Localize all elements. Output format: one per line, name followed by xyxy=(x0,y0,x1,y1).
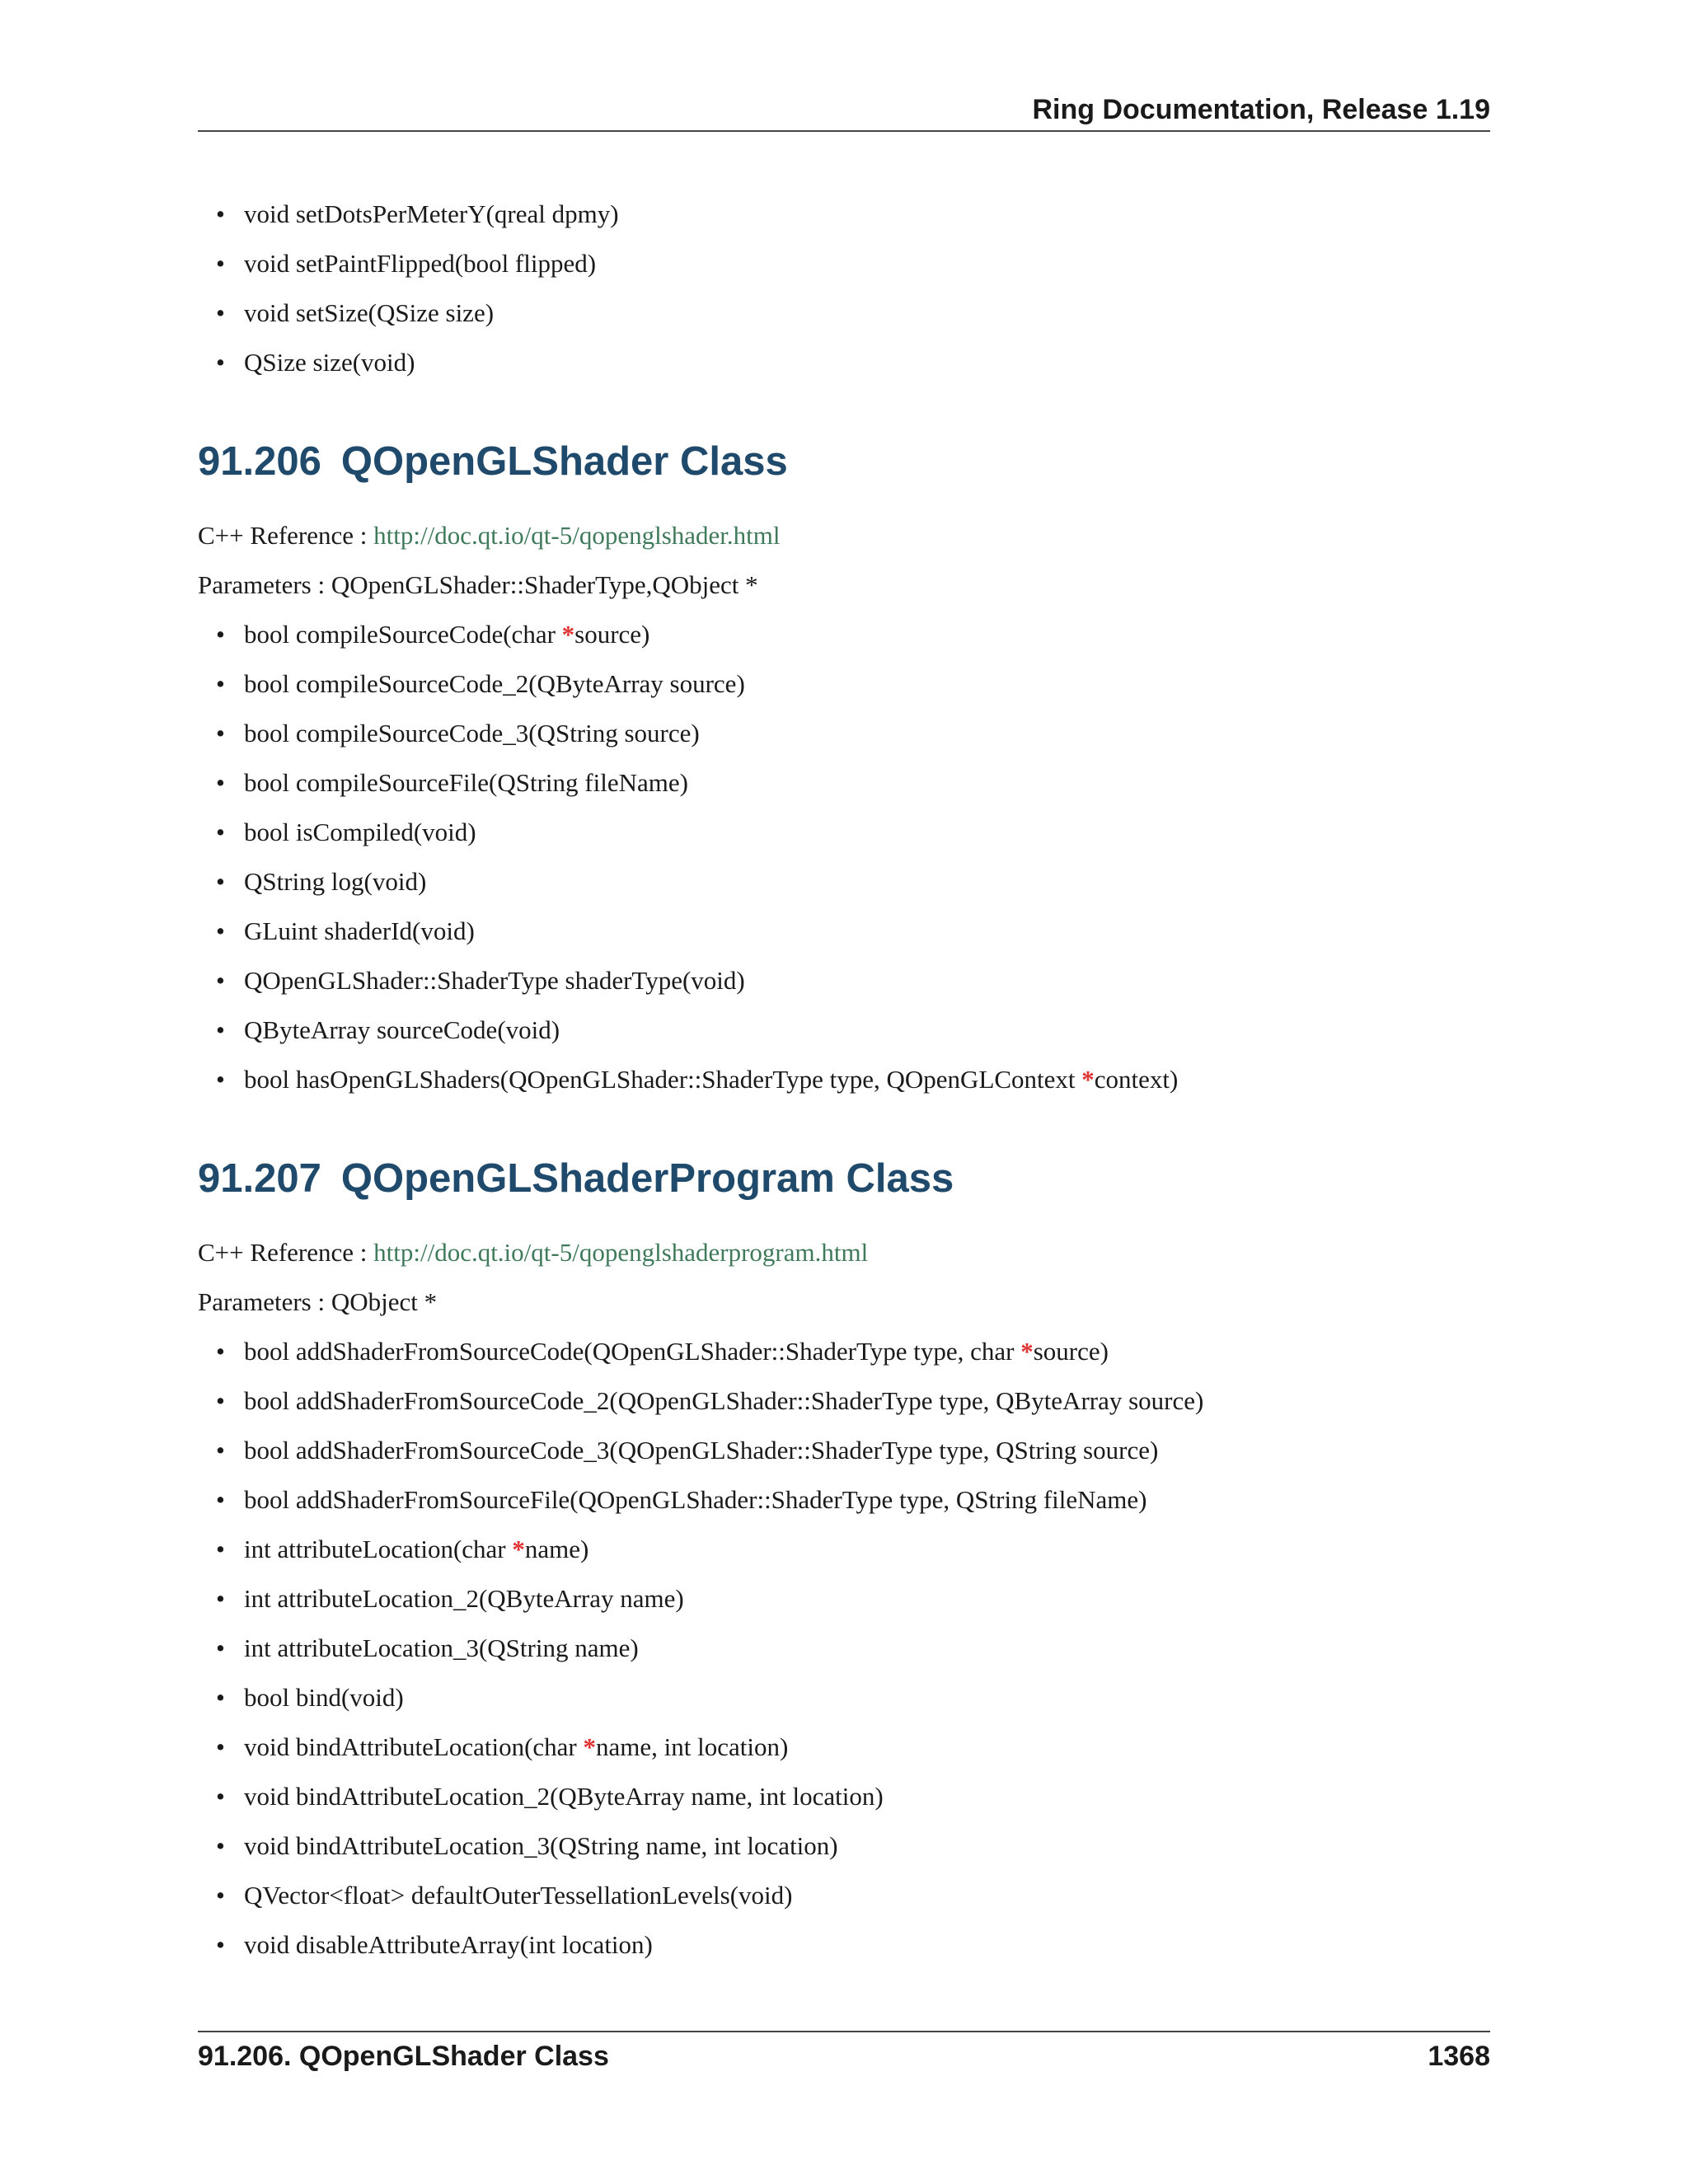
list-item xyxy=(244,758,1490,808)
item-text: void setSize(QSize size) xyxy=(244,298,495,327)
list-item xyxy=(244,1722,1490,1772)
item-text: QOpenGLShader::ShaderType shaderType(void) xyxy=(244,966,745,995)
reference-label: C++ Reference : xyxy=(198,1238,374,1267)
reference-link[interactable]: http://doc.qt.io/qt-5/qopenglshader.html xyxy=(373,521,781,550)
item-text: bool bind(void) xyxy=(244,1683,404,1712)
reference-label: C++ Reference : xyxy=(198,521,374,550)
list-item xyxy=(244,1525,1490,1574)
pointer-asterisk: * xyxy=(561,620,575,649)
item-text: bool addShaderFromSourceCode_3(QOpenGLShader::ShaderType type, QString source) xyxy=(244,1436,1159,1465)
list-item xyxy=(244,1055,1490,1104)
item-text: GLuint shaderId(void) xyxy=(244,916,475,945)
list-item xyxy=(244,659,1490,709)
list-item xyxy=(244,1624,1490,1673)
footer-section-label: 91.206. QOpenGLShader Class xyxy=(198,2041,609,2072)
parameters-line: Parameters : QObject * xyxy=(198,1287,438,1316)
pointer-asterisk: * xyxy=(1081,1065,1095,1094)
list-item xyxy=(244,1475,1490,1525)
reference-link[interactable]: http://doc.qt.io/qt-5/qopenglshaderprogram.html xyxy=(373,1238,869,1267)
list-item xyxy=(244,1871,1490,1920)
list-item xyxy=(244,190,1490,239)
item-text: int attributeLocation(char xyxy=(244,1535,513,1563)
qopenglshaderprogram-method-list xyxy=(198,1327,1490,1970)
list-item xyxy=(244,338,1490,387)
item-text: void bindAttributeLocation(char xyxy=(244,1732,584,1761)
page-number: 1368 xyxy=(1428,2041,1490,2072)
cpp-reference xyxy=(198,1228,1490,1277)
list-item xyxy=(244,1426,1490,1475)
list-item xyxy=(244,1376,1490,1426)
list-item xyxy=(244,1772,1490,1821)
item-text: void setPaintFlipped(bool flipped) xyxy=(244,249,597,278)
item-text: name) xyxy=(524,1535,589,1563)
list-item xyxy=(244,610,1490,659)
item-text: int attributeLocation_2(QByteArray name) xyxy=(244,1584,684,1613)
item-text: source) xyxy=(574,620,650,649)
item-text: bool compileSourceCode_2(QByteArray source) xyxy=(244,669,745,698)
intro-method-list xyxy=(198,190,1490,387)
list-item xyxy=(244,1920,1490,1970)
item-text: void setDotsPerMeterY(qreal dpmy) xyxy=(244,199,619,228)
item-text: bool compileSourceCode_3(QString source) xyxy=(244,719,700,748)
page-footer xyxy=(198,2031,1490,2080)
item-text: void bindAttributeLocation_2(QByteArray name, int location) xyxy=(244,1782,884,1811)
item-text: bool addShaderFromSourceCode(QOpenGLShader::ShaderType type, char xyxy=(244,1337,1021,1366)
section-heading-qopenglshader xyxy=(198,429,1490,494)
list-item xyxy=(244,1673,1490,1722)
item-text: bool addShaderFromSourceCode_2(QOpenGLShader::ShaderType type, QByteArray source) xyxy=(244,1386,1204,1415)
item-text: bool addShaderFromSourceFile(QOpenGLShader::ShaderType type, QString fileName) xyxy=(244,1485,1147,1514)
section-number: 91.207 xyxy=(198,1156,321,1201)
item-text: name, int location) xyxy=(596,1732,789,1761)
item-text: bool compileSourceFile(QString fileName) xyxy=(244,768,688,797)
list-item xyxy=(244,956,1490,1005)
item-text: QString log(void) xyxy=(244,867,427,896)
item-text: QVector<float> defaultOuterTessellationLevels(void) xyxy=(244,1881,793,1910)
list-item xyxy=(244,1005,1490,1055)
section-title: QOpenGLShader Class xyxy=(340,439,788,484)
parameters-line: Parameters : QOpenGLShader::ShaderType,QObject * xyxy=(198,570,758,599)
section-title: QOpenGLShaderProgram Class xyxy=(340,1156,954,1201)
list-item xyxy=(244,709,1490,758)
item-text: void bindAttributeLocation_3(QString name, int location) xyxy=(244,1831,838,1860)
qopenglshader-method-list xyxy=(198,610,1490,1104)
page-header xyxy=(198,89,1490,132)
list-item xyxy=(244,857,1490,907)
section-heading-qopenglshaderprogram xyxy=(198,1146,1490,1212)
list-item xyxy=(244,1821,1490,1871)
item-text: source) xyxy=(1033,1337,1109,1366)
pointer-asterisk: * xyxy=(583,1732,596,1761)
list-item xyxy=(244,1327,1490,1376)
item-text: QByteArray sourceCode(void) xyxy=(244,1015,560,1044)
list-item xyxy=(244,1574,1490,1624)
item-text: int attributeLocation_3(QString name) xyxy=(244,1633,639,1662)
list-item xyxy=(244,808,1490,857)
document-title: Ring Documentation, Release 1.19 xyxy=(1032,94,1490,125)
list-item xyxy=(244,239,1490,288)
list-item xyxy=(244,288,1490,338)
list-item xyxy=(244,907,1490,956)
item-text: bool isCompiled(void) xyxy=(244,818,476,846)
pointer-asterisk: * xyxy=(512,1535,525,1563)
item-text: bool compileSourceCode(char xyxy=(244,620,562,649)
section-number: 91.206 xyxy=(198,439,321,484)
pointer-asterisk: * xyxy=(1020,1337,1034,1366)
item-text: void disableAttributeArray(int location) xyxy=(244,1930,653,1959)
main-content xyxy=(198,190,1490,1970)
item-text: QSize size(void) xyxy=(244,348,415,377)
cpp-reference xyxy=(198,511,1490,560)
item-text: bool hasOpenGLShaders(QOpenGLShader::ShaderType type, QOpenGLContext xyxy=(244,1065,1082,1094)
item-text: context) xyxy=(1094,1065,1179,1094)
